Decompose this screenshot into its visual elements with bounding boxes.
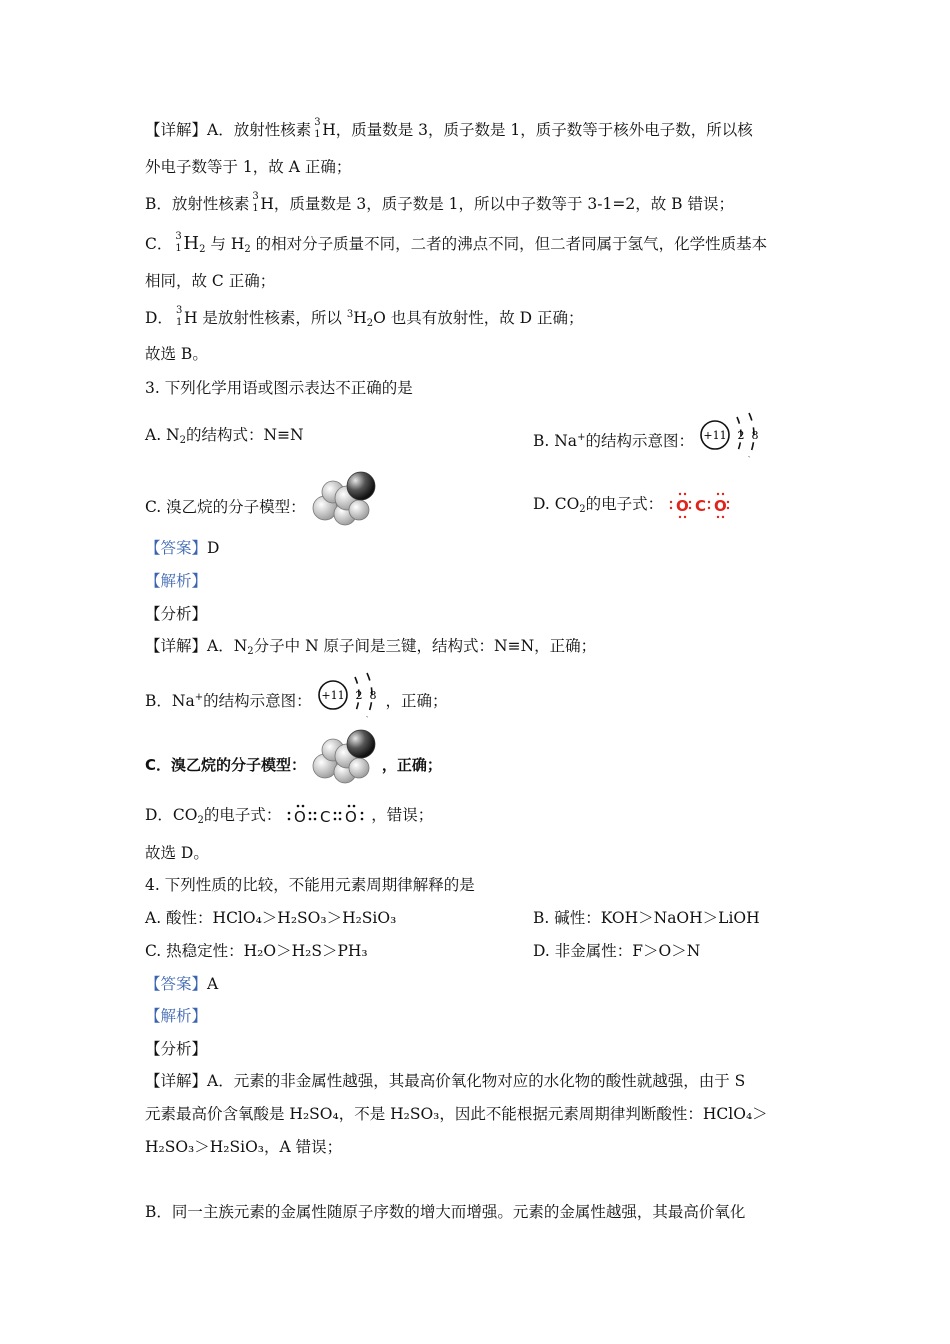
svg-text:C: C [695, 497, 707, 515]
q3-explain-d: D．$CO_2$的电子式： O C O ，错误； [145, 803, 433, 829]
q3-stem: 3. 下列化学用语或图示表达不正确的是 [145, 379, 413, 397]
q3-fenxi-label: 【分析】 [145, 605, 208, 623]
q4-explain-line-1: 【详解】A．元素的非金属性越强，其最高价氧化物对应的水化物的酸性就越强，由于 S [145, 1072, 746, 1090]
q4-explain-line-2: 元素最高价含氧酸是 H₂SO₄，不是 H₂SO₃，因此不能根据元素周期律判断酸性：HClO₄＞ [145, 1105, 768, 1123]
q3-jiexi-label: 【解析】 [145, 572, 208, 590]
na-ion-structure-diagram-2 [317, 671, 381, 719]
q3-explain-b: B．Na+的结构示意图： +11 2 8 ，正确； [145, 685, 448, 719]
co2-electron-formula-red [668, 490, 730, 520]
svg-text:2: 2 [737, 429, 745, 442]
q4-explain-line-4: B．同一主族元素的金属性随原子序数的增大而增强。元素的金属性越强，其最高价氧化 [145, 1203, 746, 1221]
q3-explain-c: C．溴乙烷的分子模型： ，正确； [145, 748, 442, 784]
svg-text:O: O [294, 808, 307, 826]
svg-text:O: O [676, 497, 689, 515]
q3-conclusion: 故选 D。 [145, 844, 209, 862]
explain-line-6: D． 3 1 H 是放射性核素，所以 $^3H_2O$ 也具有放射性，故 D 正确； [145, 305, 584, 329]
svg-text:+11: +11 [320, 689, 345, 702]
explain-line-2: 外电子数等于 1，故 A 正确； [145, 158, 352, 176]
q3-explain-a: 【详解】A．$N_2$分子中 N 原子间是三键，结构式：N≡N，正确； [145, 637, 597, 657]
q4-option-d: D. 非金属性：F＞O＞N [533, 942, 701, 960]
explain-line-1: 【详解】A．放射性核素 3 1 H，质量数是 3，质子数是 1，质子数等于核外电子数，所以核 [145, 117, 753, 140]
q3-option-d: D. $CO_2$的电子式： O C O [533, 490, 730, 520]
svg-text:2: 2 [355, 689, 363, 702]
explain-line-7: 故选 B。 [145, 345, 208, 363]
q4-explain-line-3: H₂SO₃＞H₂SiO₃，A 错误； [145, 1138, 343, 1156]
q3-answer: 【答案】D [145, 539, 220, 557]
q3-option-b: B. Na+的结构示意图： +11 2 8 [533, 425, 763, 459]
explain-line-4: C． 3 1 $H_2$ 与 $H_2$ 的相对分子质量不同，二者的沸点不同，但二者同属于氢气，化学性质基本 [145, 231, 768, 255]
q4-answer: 【答案】A [145, 975, 219, 993]
svg-text:O: O [714, 497, 727, 515]
svg-text:8: 8 [751, 429, 759, 442]
q4-option-c: C. 热稳定性：H₂O＞H₂S＞PH₃ [145, 942, 368, 960]
nuclide-3-1-h: 3 1 [314, 117, 321, 140]
svg-text:O: O [345, 808, 358, 826]
q3-option-c: C. 溴乙烷的分子模型： [145, 490, 377, 526]
svg-text:8: 8 [369, 689, 377, 702]
explain-line-5: 相同，故 C 正确； [145, 272, 276, 290]
svg-text:+11: +11 [703, 429, 727, 442]
q4-jiexi-label: 【解析】 [145, 1007, 208, 1025]
q4-option-a: A. 酸性：HClO₄＞H₂SO₃＞H₂SiO₃ [145, 909, 397, 927]
explain-line-3: B．放射性核素 3 1 H，质量数是 3，质子数是 1，所以中子数等于 3-1=2，故 B 错误； [145, 191, 734, 214]
bromoethane-model-image [311, 470, 377, 526]
na-ion-structure-diagram [699, 411, 763, 459]
q4-fenxi-label: 【分析】 [145, 1040, 208, 1058]
bromoethane-model-image-2 [311, 728, 377, 784]
q3-option-a: A. $N_2$的结构式：N≡N [145, 426, 304, 446]
q4-option-b: B. 碱性：KOH＞NaOH＞LiOH [533, 909, 760, 927]
q4-stem: 4. 下列性质的比较，不能用元素周期律解释的是 [145, 876, 475, 894]
svg-text:C: C [320, 808, 331, 826]
co2-electron-formula-wrong [286, 803, 366, 829]
